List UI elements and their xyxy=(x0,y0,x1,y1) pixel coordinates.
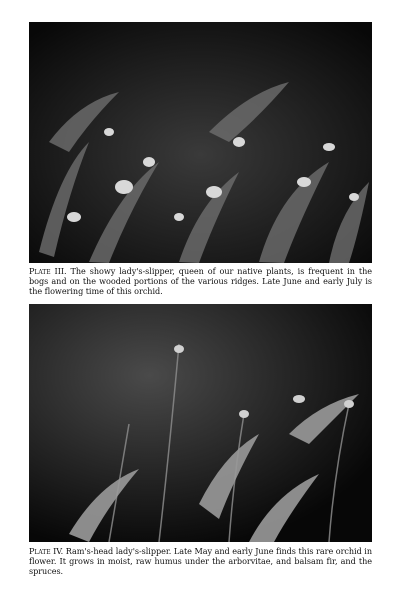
plate-iii-photo xyxy=(29,22,372,263)
plate-iv-label: Plate IV. xyxy=(29,546,64,556)
orchid-photograph xyxy=(29,22,372,263)
orchid-photograph xyxy=(29,304,372,542)
plate-iv-photo xyxy=(29,304,372,542)
plate-iii-text: The showy lady's-slipper, queen of our native plants, is frequent in the bogs and on the wooded portions of the various ridges. Late June and early July is the flowering time of this orchid. xyxy=(29,266,372,297)
plate-iv-caption xyxy=(29,546,372,577)
plate-iii-label: Plate III. xyxy=(29,266,67,276)
plate-iv-text: Ram's-head lady's-slipper. Late May and early June finds this rare orchid in flower. It grows in moist, raw humus under the arborvitae, and balsam fir, and the spruces. xyxy=(29,546,372,577)
plate-iii-caption xyxy=(29,266,372,297)
